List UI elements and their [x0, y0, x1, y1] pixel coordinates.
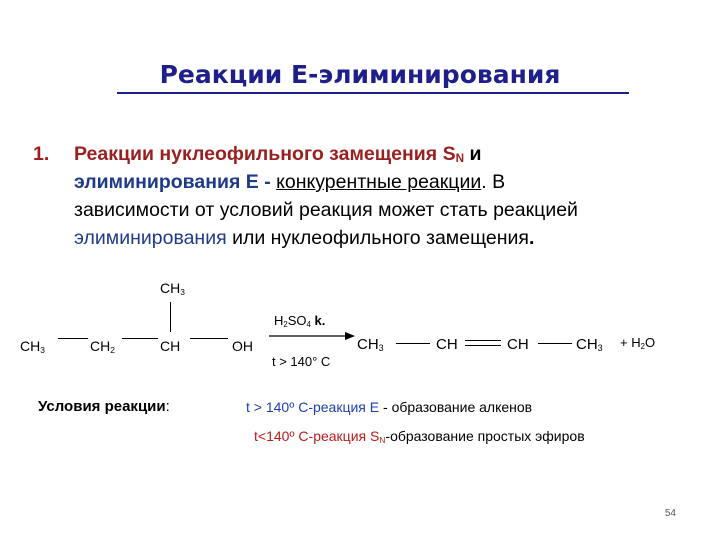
single-bond-1 [58, 338, 88, 339]
temperature-condition: t > 140° C [272, 354, 331, 369]
product-ch-group-b: CH [507, 336, 529, 353]
competitive-reactions-link: конкурентные реакции [276, 171, 482, 193]
product-ch3-group-b: $CH_3$ [576, 336, 603, 353]
line4-middle-text: или нуклеофильного замещения [226, 227, 529, 249]
sn-reaction-text: Реакции нуклеофильного замещения S [74, 143, 456, 165]
product-ch3-group-a: $CH_3$ [357, 336, 384, 353]
conditions-label: Условия реакции: [38, 398, 170, 415]
line2-tail-text: . В [481, 171, 506, 193]
paragraph-line-4 [74, 224, 534, 252]
ch3-group-left: $CH_3$ [20, 338, 45, 355]
elimination-text: элиминирования Е - [74, 171, 277, 193]
slide-title: Реакции Е-элиминирования [159, 60, 561, 89]
condition-elimination: t > 140º С-реакция Е - образование алкенов [246, 399, 533, 415]
single-bond-3 [190, 338, 228, 339]
list-number: 1. [33, 143, 50, 165]
paragraph-line-2 [74, 168, 505, 196]
sn-subscript: N [455, 152, 465, 165]
product-ch-group-a: CH [436, 336, 458, 353]
product-single-bond-1 [396, 343, 430, 344]
product-single-bond-2 [538, 343, 572, 344]
condition-substitution: t<140º С-реакция $S_N$-образование простых эфиров [254, 428, 585, 445]
title-underline [117, 92, 629, 94]
oh-group: OH [232, 338, 253, 354]
single-bond-2 [122, 338, 158, 339]
reaction-arrow [268, 331, 356, 341]
catalyst-label: $H_2SO_4$ k. [274, 313, 326, 329]
ch-group: CH [160, 338, 181, 354]
conjunction-text: и [464, 143, 482, 165]
page-number: 54 [664, 508, 676, 519]
ch2-group: $CH_2$ [90, 338, 115, 355]
double-bond-top [465, 340, 501, 341]
vertical-bond [170, 302, 171, 332]
line4-period: . [528, 227, 535, 249]
branch-ch3-group: $CH_3$ [160, 280, 185, 297]
paragraph-line-3: зависимости от условий реакция может стать реакцией [74, 199, 578, 221]
double-bond-bottom [465, 345, 501, 346]
elimination-word: элиминирования [74, 227, 227, 249]
water-byproduct: + $H_2O$ [620, 335, 656, 351]
